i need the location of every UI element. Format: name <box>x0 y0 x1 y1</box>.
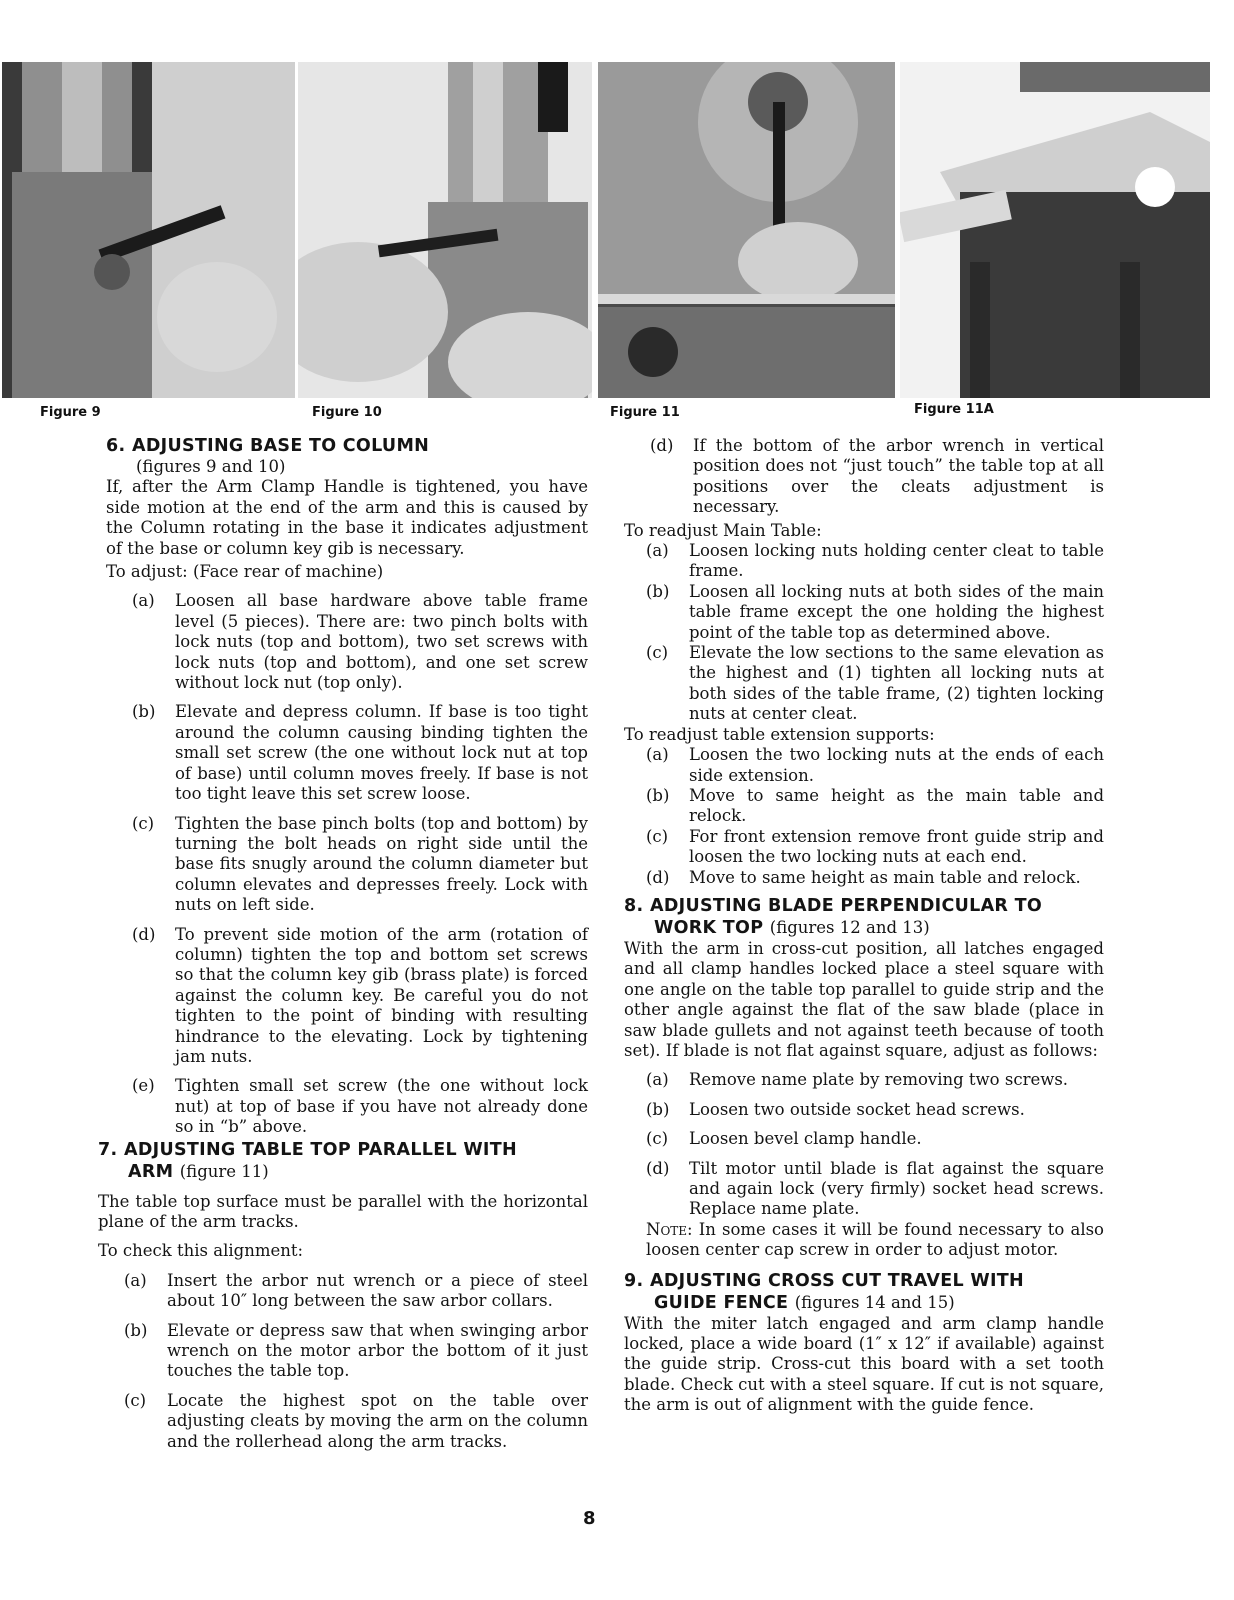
list-item: (c) For front extension remove front guide strip and loosen the two locking nuts at each end. <box>646 826 1104 867</box>
section-6-intro: If, after the Arm Clamp Handle is tightened, you have side motion at the end of the arm and this is caused by the Column rotating in the base it indicates adjustment of the base or column key gib is necessary. <box>106 477 588 558</box>
figure-11-photo <box>598 62 895 398</box>
list-item: (c) Loosen bevel clamp handle. <box>646 1129 922 1149</box>
list-item: (b) Move to same height as the main table and relock. <box>646 785 1104 826</box>
figure-11-caption: Figure 11 <box>610 405 680 420</box>
page-number: 8 <box>583 1508 596 1529</box>
figure-11a-caption: Figure 11A <box>914 402 994 417</box>
section-8-intro: With the arm in cross-cut position, all latches engaged and all clamp handles locked place a steel square with one angle on the table top parallel to guide strip and the other angle against the flat of the saw blade (place in saw blade gullets and not against teeth because of tooth set). If blade is not flat against square, adjust as follows: <box>624 938 1104 1060</box>
list-item: (c) Tighten the base pinch bolts (top and bottom) by turning the bolt heads on right side until the base fits snugly around the column diameter but column elevates and depresses freely. Lock with nuts on left side. <box>132 813 588 915</box>
list-item: (a) Loosen the two locking nuts at the ends of each side extension. <box>646 745 1104 785</box>
list-item: (b) Loosen all locking nuts at both sides of the main table frame except the one holding the highest point of the table top as determined above. <box>646 581 1104 642</box>
section-6-lead: To adjust: (Face rear of machine) <box>106 562 384 582</box>
figure-11a-photo <box>900 62 1210 398</box>
list-item: (c) Locate the highest spot on the table over adjusting cleats by moving the arm on the column and the rollerhead along the arm tracks. <box>124 1390 588 1451</box>
figure-9-caption: Figure 9 <box>40 405 101 420</box>
main-table-lead: To readjust Main Table: <box>624 520 822 540</box>
list-item: (a) Remove name plate by removing two screws. <box>646 1070 1069 1090</box>
list-item: (a) Loosen all base hardware above table frame level (5 pieces). There are: two pinch bolts with lock nuts (top and bottom), two set screws with lock nuts (top and bottom), and one set screw without lock nut (top only). <box>132 591 588 693</box>
section-7-intro: The table top surface must be parallel with the horizontal plane of the arm tracks. <box>98 1191 588 1231</box>
list-item: (a) Loosen locking nuts holding center cleat to table frame. <box>646 541 1104 581</box>
list-item: (d) If the bottom of the arbor wrench in vertical position does not “just touch” the table top at all positions over the cleats adjustment is necessary. <box>650 436 1104 517</box>
list-item: (c) Elevate the low sections to the same elevation as the highest and (1) tighten all locking nuts at both sides of the table frame, (2) tighten locking nuts at center cleat. <box>646 643 1104 724</box>
list-item: (e) Tighten small set screw (the one without lock nut) at top of base if you have not already done so in “b” above. <box>132 1076 588 1137</box>
extension-lead: To readjust table extension supports: <box>624 724 935 744</box>
right-column <box>624 436 1104 1416</box>
list-item: (b) Elevate and depress column. If base is too tight around the column causing binding tighten the small set screw (the one without lock nut at top of base) until column moves freely. If base is not too tight leave this set screw loose. <box>132 702 588 804</box>
list-item: (d) To prevent side motion of the arm (rotation of column) tighten the top and bottom set screws so that the column key gib (brass plate) is forced against the column key. Be careful you do not tighten to the point of binding with resulting hindrance to the elevating. Lock by tightening jam nuts. <box>132 924 588 1066</box>
list-item: (b) Elevate or depress saw that when swinging arbor wrench on the motor arbor the bottom of it just touches the table top. <box>124 1320 588 1381</box>
figure-10-caption: Figure 10 <box>312 405 382 420</box>
section-7-heading: 7. ADJUSTING TABLE TOP PARALLEL WITH ARM (figure 11) <box>98 1139 517 1182</box>
figure-9-photo <box>2 62 295 398</box>
list-item: (d) Tilt motor until blade is flat against the square and again lock (very firmly) socket head screws. Replace name plate. <box>646 1158 1104 1219</box>
list-item: (a) Insert the arbor nut wrench or a piece of steel about 10″ long between the saw arbor collars. <box>124 1270 588 1311</box>
left-column <box>98 436 588 1452</box>
section-8-note: Note: In some cases it will be found necessary to also loosen center cap screw in order to adjust motor. <box>646 1219 1104 1260</box>
list-item: (d) Move to same height as main table and relock. <box>646 867 1081 887</box>
section-6-heading: 6. ADJUSTING BASE TO COLUMN <box>106 436 430 456</box>
section-9-intro: With the miter latch engaged and arm clamp handle locked, place a wide board (1″ x 12″ if available) against the guide strip. Cross-cut this board with a set tooth blade. Check cut with a steel square. If cut is not square, the arm is out of alignment with the guide fence. <box>624 1313 1104 1415</box>
figure-10-photo <box>298 62 592 398</box>
section-7-lead: To check this alignment: <box>98 1241 304 1261</box>
section-8-heading: 8. ADJUSTING BLADE PERPENDICULAR TO WORK TOP (figures 12 and 13) <box>624 895 1043 938</box>
list-item: (b) Loosen two outside socket head screws. <box>646 1099 1025 1119</box>
section-6-ref: (figures 9 and 10) <box>136 457 286 476</box>
section-9-heading: 9. ADJUSTING CROSS CUT TRAVEL WITH GUIDE FENCE (figures 14 and 15) <box>624 1270 1024 1313</box>
